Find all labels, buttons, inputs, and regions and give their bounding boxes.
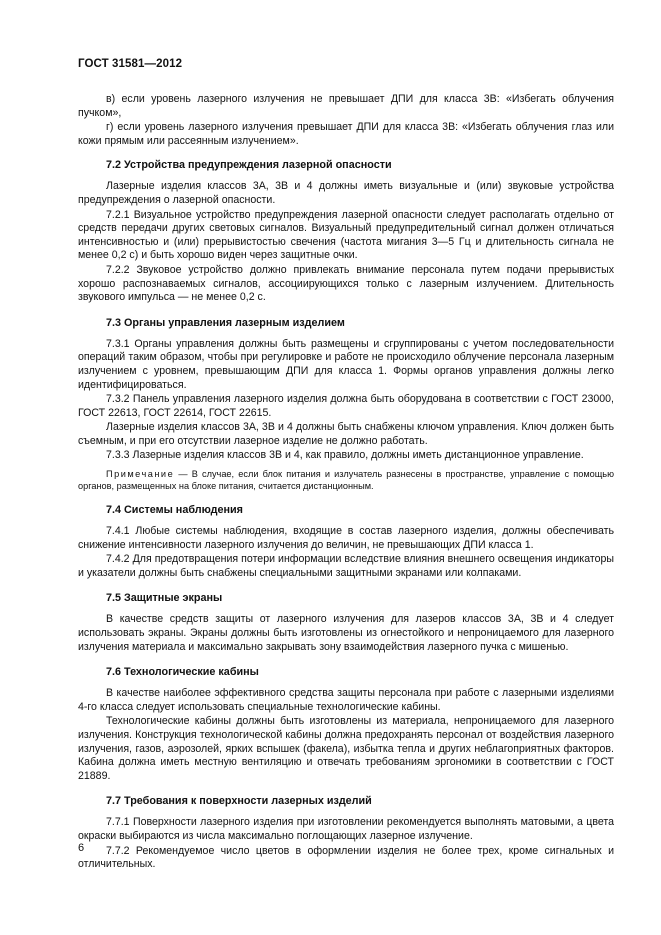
section-heading: 7.4 Системы наблюдения [106, 504, 243, 517]
paragraph: 7.2.2 Звуковое устройство должно привлекать внимание персонала путем подачи прерывистых хорошо распознаваемых сигналов, ассоциирующихся только с лазерным излучением. Длительность звукового импульса — не менее 0,2 с. [78, 263, 614, 304]
paragraph: 7.7.2 Рекомендуемое число цветов в оформлении изделия не более трех, кроме сигнальных и отличительных. [78, 844, 614, 871]
paragraph: Лазерные изделия классов 3А, 3В и 4 должны быть снабжены ключом управления. Ключ должен быть съемным, и при его отсутствии лазерное изделие не должно работать. [78, 421, 614, 447]
note-label: Примечание [106, 469, 175, 480]
section-heading: 7.3 Органы управления лазерным изделием [106, 316, 345, 329]
section-heading: 7.5 Защитные экраны [106, 592, 223, 605]
note-text: — В случае, если блок питания и излучатель разнесены в пространстве, управление с помощью органов, размещенных на блоке питания, считается дистанционным. [78, 469, 614, 492]
paragraph: 7.4.2 Для предотвращения потери информации вследствие влияния внешнего освещения индикаторы и указатели должны быть снабжены специальными защитными экранами или колпаками. [78, 553, 614, 579]
section-heading: 7.7 Требования к поверхности лазерных изделий [106, 795, 372, 808]
paragraph: Технологические кабины должны быть изготовлены из материала, непроницаемого для лазерного излучения. Конструкция технологической кабины должна предохранять персонал от воздействия лазерного излучения, газов, аэрозолей, ярких вспышек (факела), избытка тепла и других неблагоприятных факторов. Кабина должна иметь местную вентиляцию и отвечать требованиям эргономики в соответствии с ГОСТ 21889. [78, 715, 614, 782]
page-number: 6 [78, 842, 85, 854]
paragraph: 7.4.1 Любые системы наблюдения, входящие в состав лазерного изделия, должны обеспечивать снижение интенсивности лазерного излучения до величин, не превышающих ДПИ класса 1. [78, 525, 614, 551]
paragraph: 7.3.1 Органы управления должны быть размещены и сгруппированы с учетом последовательности операций таким образом, чтобы при регулировке и работе не происходило облучение персонала лазерным излучением с уровнем, превышающим ДПИ для класса 1. Формы органов управления должны легко идентифицироваться. [78, 337, 614, 391]
paragraph: 7.7.1 Поверхности лазерного изделия при изготовлении рекомендуется выполнять матовыми, а цвета окраски выбираются из числа максимально поглощающих лазерное излучение. [78, 816, 614, 842]
paragraph: В качестве наиболее эффективного средства защиты персонала при работе с лазерными изделиями 4-го класса следует использовать специальные технологические кабины. [78, 687, 614, 713]
paragraph: 7.2.1 Визуальное устройство предупреждения лазерной опасности следует располагать отдельно от средств передачи других световых сигналов. Визуальный предупредительный сигнал должен отличаться интенсивностью и (или) прерывистостью свечения (частота мигания 3—5 Гц и длительность сигнала не менее 0,2 с) и быть хорошо виден через защитные очки. [78, 208, 614, 262]
page-content [78, 93, 614, 873]
note [78, 468, 614, 492]
paragraph: 7.3.3 Лазерные изделия классов 3В и 4, как правило, должны иметь дистанционное управление. [106, 449, 584, 462]
paragraph: Лазерные изделия классов 3А, 3В и 4 должны иметь визуальные и (или) звуковые устройства предупреждения о лазерной опасности. [78, 180, 614, 206]
section-heading: 7.2 Устройства предупреждения лазерной опасности [106, 159, 392, 172]
list-item: г) если уровень лазерного излучения превышает ДПИ для класса 3В: «Избегать облучения глаз или кожи прямым или рассеянным излучением». [78, 121, 614, 147]
paragraph: 7.3.2 Панель управления лазерного изделия должна быть оборудована в соответствии с ГОСТ 23000, ГОСТ 22613, ГОСТ 22614, ГОСТ 22615. [78, 393, 614, 419]
list-item: в) если уровень лазерного излучения не превышает ДПИ для класса 3В: «Избегать облучения пучком», [78, 93, 614, 119]
section-heading: 7.6 Технологические кабины [106, 666, 259, 679]
standard-header: ГОСТ 31581—2012 [78, 58, 183, 70]
paragraph: В качестве средств защиты от лазерного излучения для лазеров классов 3А, 3В и 4 следует использовать экраны. Экраны должны быть изготовлены из огнестойкого и непроницаемого для лазерного излучения материала и максимально закрывать зону взаимодействия лазерного пучка с мишенью. [78, 613, 614, 653]
